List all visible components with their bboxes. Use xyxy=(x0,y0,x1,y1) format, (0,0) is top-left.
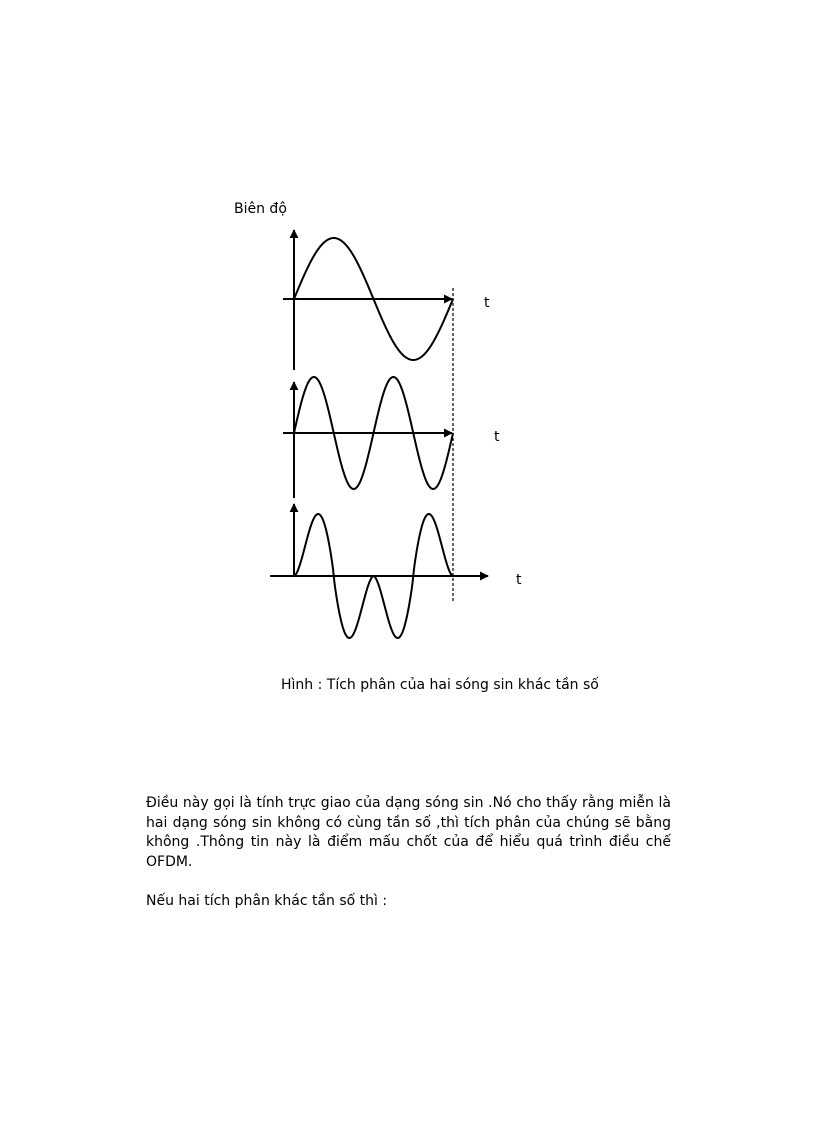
body-paragraph-1: Điều này gọi là tính trực giao của dạng sóng sin .Nó cho thấy rằng miễn là hai dạng sóng sin không có cùng tần số ,thì tích phân của chúng sẽ bằng không .Thông tin này là điểm mấu chốt của để hiểu quá trình điều chế OFDM. xyxy=(146,795,671,870)
amplitude-axis-label: Biên độ xyxy=(234,201,287,217)
panel-3-t-label: t xyxy=(516,572,522,588)
figure-caption: Hình : Tích phân của hai sóng sin khác tần số xyxy=(281,677,599,693)
panel-2-t-label: t xyxy=(494,429,500,445)
body-paragraph-2: Nếu hai tích phân khác tần số thì : xyxy=(146,893,388,909)
panel-1-t-label: t xyxy=(484,295,490,311)
